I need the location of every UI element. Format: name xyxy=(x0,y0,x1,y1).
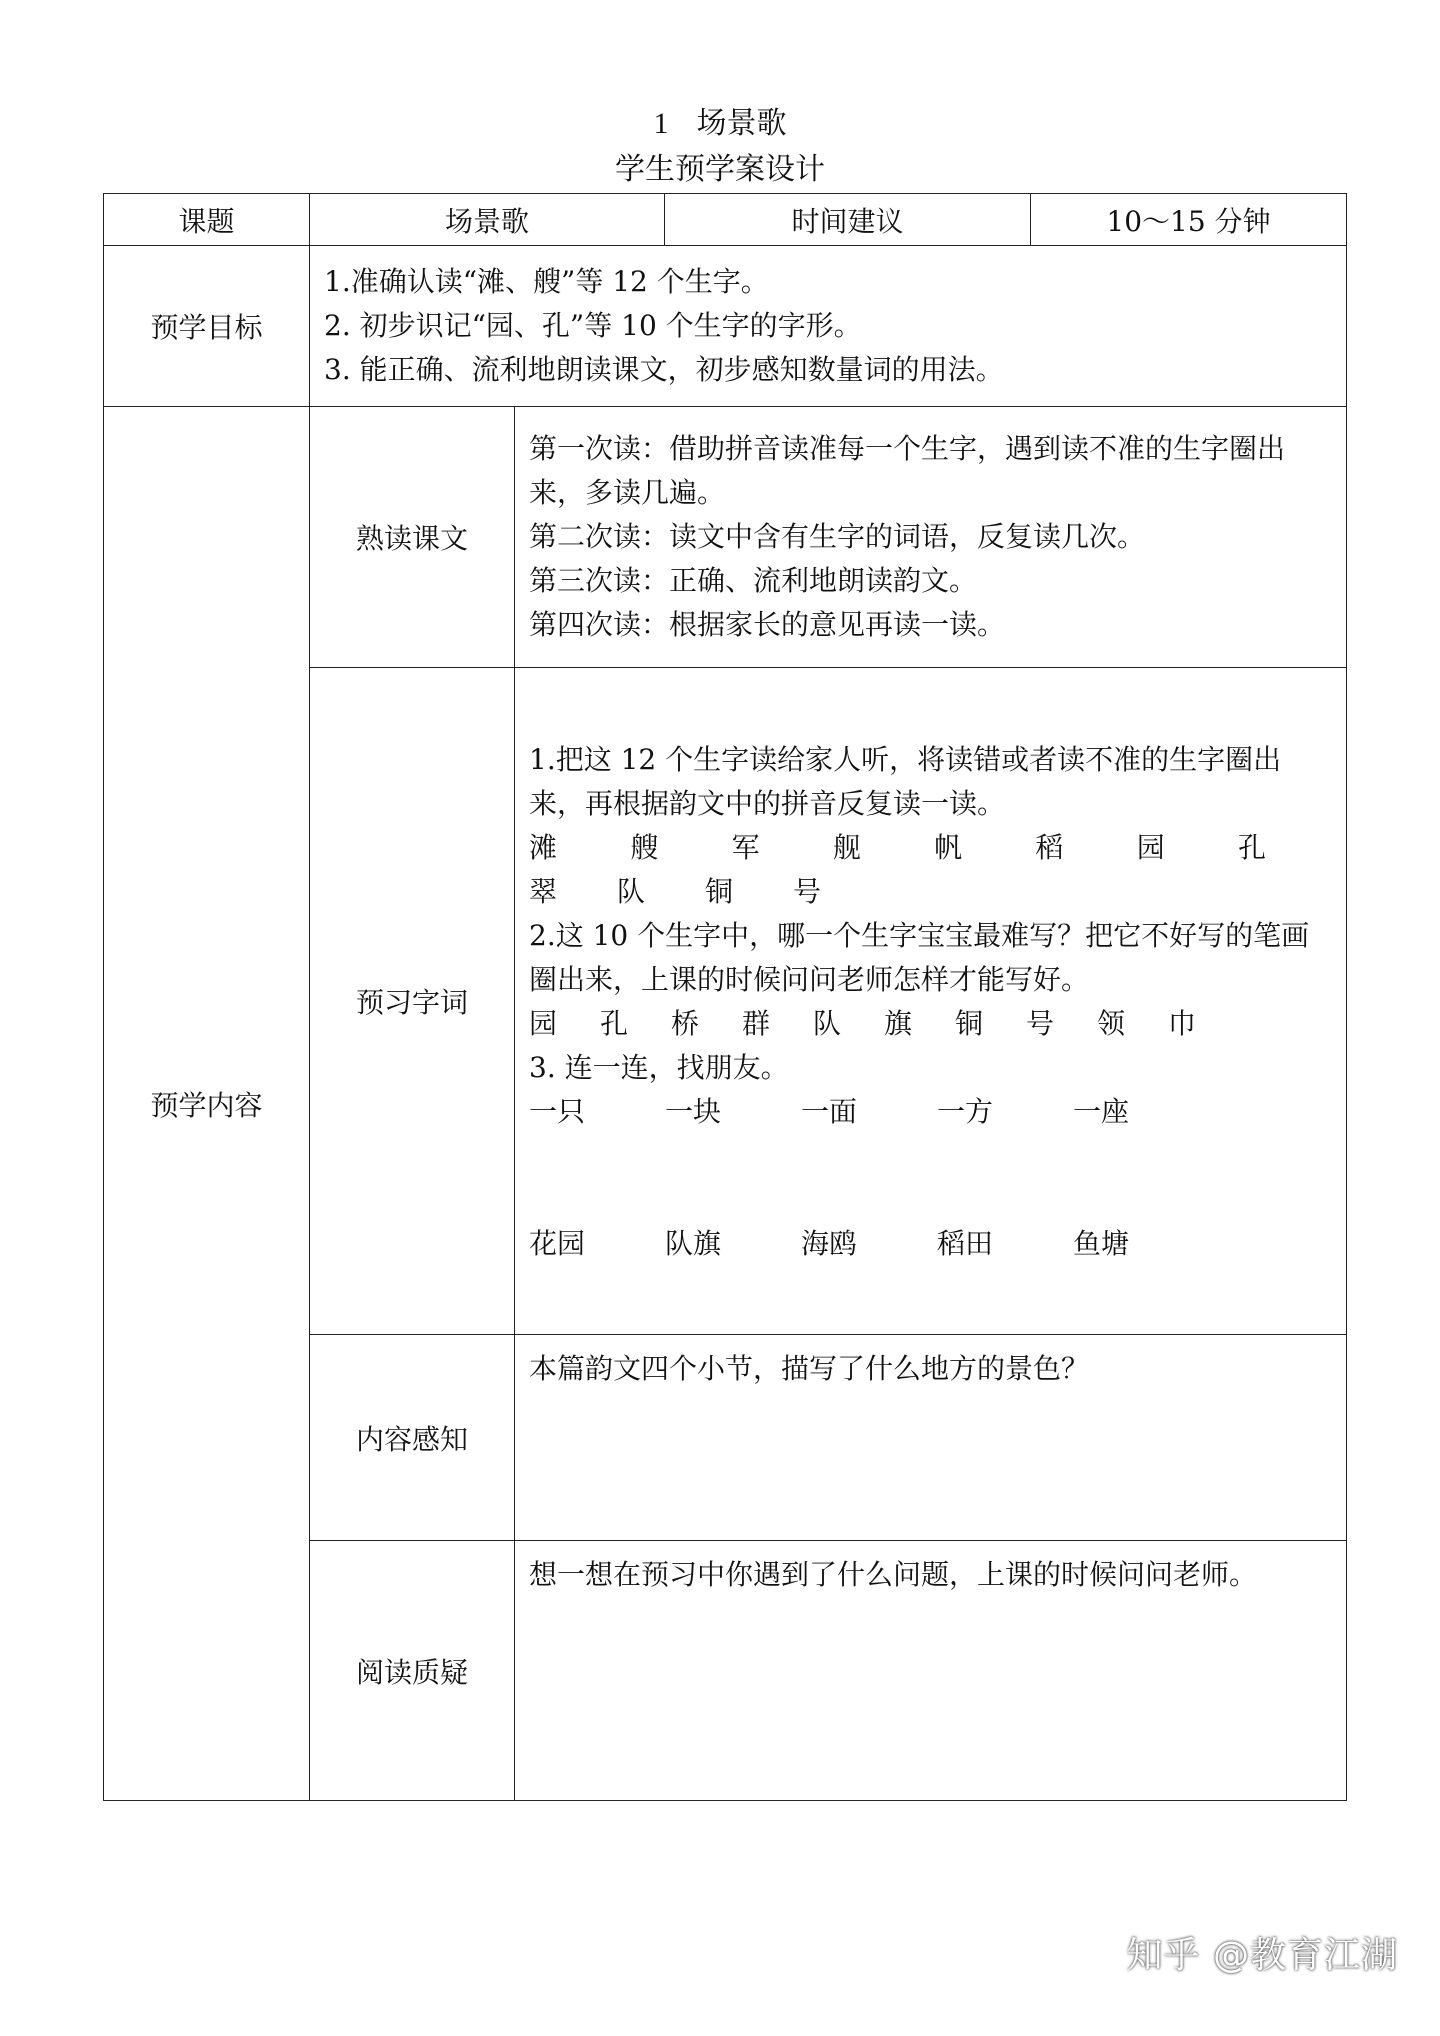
char: 队 xyxy=(813,1007,842,1040)
char: 铜 xyxy=(705,875,734,908)
perception-label: 内容感知 xyxy=(310,1335,515,1541)
topic-label: 课题 xyxy=(104,194,310,246)
char: 孔 xyxy=(600,1007,629,1040)
info-row xyxy=(104,194,1347,246)
char: 舰 xyxy=(832,831,861,864)
measure-word-list xyxy=(529,1090,1336,1134)
noun: 花园 xyxy=(529,1227,586,1260)
goals-label: 预学目标 xyxy=(104,246,310,407)
perception-question: 本篇韵文四个小节，描写了什么地方的景色？ xyxy=(515,1335,1347,1541)
char: 艘 xyxy=(630,831,659,864)
char: 号 xyxy=(1026,1007,1055,1040)
measure-word: 一块 xyxy=(665,1095,722,1128)
char: 群 xyxy=(742,1007,771,1040)
vocab-content xyxy=(515,668,1347,1335)
vocab-task-3: 3. 连一连，找朋友。 xyxy=(529,1051,789,1084)
goals-list xyxy=(310,246,1347,407)
preview-plan-table xyxy=(103,193,1347,1801)
char: 孔 xyxy=(1237,831,1266,864)
reading-row xyxy=(104,407,1347,668)
time-label: 时间建议 xyxy=(665,194,1031,246)
char: 滩 xyxy=(529,831,558,864)
char: 翠 xyxy=(529,875,558,908)
noun: 队旗 xyxy=(665,1227,722,1260)
reading-step: 第四次读：根据家长的意见再读一读。 xyxy=(529,608,1006,641)
questions-label: 阅读质疑 xyxy=(310,1541,515,1801)
measure-word: 一面 xyxy=(801,1095,858,1128)
noun: 海鸥 xyxy=(801,1227,858,1260)
char: 铜 xyxy=(955,1007,984,1040)
char: 桥 xyxy=(671,1007,700,1040)
char: 园 xyxy=(1136,831,1165,864)
reading-step: 第二次读：读文中含有生字的词语，反复读几次。 xyxy=(529,520,1146,553)
char: 园 xyxy=(529,1007,558,1040)
time-value: 10～15 分钟 xyxy=(1031,194,1347,246)
content-label: 预学内容 xyxy=(104,407,310,1801)
measure-word: 一方 xyxy=(937,1095,994,1128)
watermark: 知乎 @教育江湖 xyxy=(1126,1935,1398,1976)
char-list-read-1 xyxy=(529,826,1336,870)
lesson-number: 1 xyxy=(653,107,669,140)
char-list-read-2 xyxy=(529,870,1336,914)
measure-word: 一座 xyxy=(1073,1095,1130,1128)
char: 军 xyxy=(731,831,760,864)
char: 稻 xyxy=(1035,831,1064,864)
document-subtitle: 学生预学案设计 xyxy=(615,152,825,187)
vocab-task-1: 1.把这 12 个生字读给家人听，将读错或者读不准的生字圈出来，再根据韵文中的拼音反复读一读。 xyxy=(529,743,1282,820)
char-list-write xyxy=(529,1002,1336,1046)
noun: 稻田 xyxy=(937,1227,994,1260)
char: 旗 xyxy=(884,1007,913,1040)
goal-item: 3. 能正确、流利地朗读课文，初步感知数量词的用法。 xyxy=(324,353,1004,386)
reading-step: 第三次读：正确、流利地朗读韵文。 xyxy=(529,564,978,597)
char: 领 xyxy=(1097,1007,1126,1040)
topic-value: 场景歌 xyxy=(310,194,665,246)
char: 号 xyxy=(793,875,822,908)
vocab-label: 预习字词 xyxy=(310,668,515,1335)
goal-item: 2. 初步识记“园、孔”等 10 个生字的字形。 xyxy=(324,309,862,342)
vocab-task-2: 2.这 10 个生字中，哪一个生字宝宝最难写？把它不好写的笔画圈出来，上课的时候问问老师怎样才能写好。 xyxy=(529,919,1310,996)
char: 巾 xyxy=(1168,1007,1197,1040)
char: 帆 xyxy=(934,831,963,864)
reading-step: 第一次读：借助拼音读准每一个生字，遇到读不准的生字圈出来，多读几遍。 xyxy=(529,432,1286,509)
questions-prompt: 想一想在预习中你遇到了什么问题，上课的时候问问老师。 xyxy=(515,1541,1347,1801)
measure-word: 一只 xyxy=(529,1095,586,1128)
goal-item: 1.准确认读“滩、艘”等 12 个生字。 xyxy=(324,265,769,298)
goals-row xyxy=(104,246,1347,407)
matching-gap xyxy=(529,1134,1336,1222)
noun: 鱼塘 xyxy=(1073,1227,1130,1260)
reading-steps xyxy=(515,407,1347,668)
char: 队 xyxy=(617,875,646,908)
noun-list xyxy=(529,1222,1336,1266)
lesson-title xyxy=(0,104,1440,144)
lesson-name: 场景歌 xyxy=(696,106,787,141)
reading-label: 熟读课文 xyxy=(310,407,515,668)
